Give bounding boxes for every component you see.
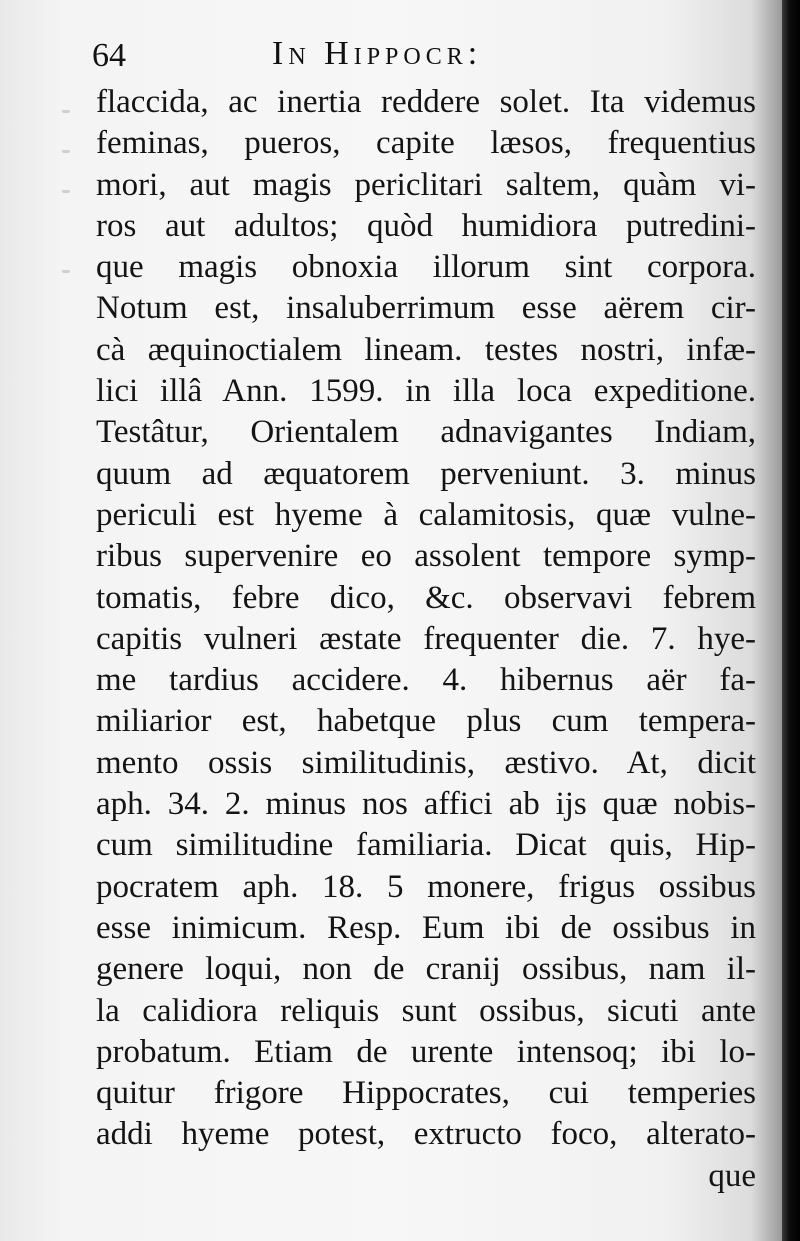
text-line: addi hyeme potest, extructo foco, alterato- <box>96 1116 756 1153</box>
text-line: esse inimicum. Resp. Eum ibi de ossibus in <box>96 909 756 946</box>
text-line: genere loqui, non de cranij ossibus, nam il- <box>96 951 756 988</box>
page-header <box>92 30 692 86</box>
page-number: 64 <box>92 37 126 74</box>
text-line: Testâtur, Orientalem adnavigantes Indiam, <box>96 414 756 451</box>
margin-mark <box>62 110 70 113</box>
margin-mark <box>62 150 70 153</box>
text-line: ros aut adultos; quòd humidiora putredini- <box>96 207 756 244</box>
text-line: tomatis, febre dico, &c. observavi febrem <box>96 579 756 616</box>
text-line: feminas, pueros, capite læsos, frequentius <box>96 125 756 162</box>
text-line: lici illâ Ann. 1599. in illa loca expeditione. <box>96 373 756 410</box>
text-line: cum similitudine familiaria. Dicat quis, Hip- <box>96 827 756 864</box>
text-line: probatum. Etiam de urente intensoq; ibi lo- <box>96 1033 756 1070</box>
text-line: Notum est, insaluberrimum esse aërem cir- <box>96 290 756 327</box>
text-line: quitur frigore Hippocrates, cui temperies <box>96 1075 756 1112</box>
margin-mark <box>62 270 70 273</box>
text-line: pocratem aph. 18. 5 monere, frigus ossibus <box>96 868 756 905</box>
text-line: quum ad æquatorem perveniunt. 3. minus <box>96 455 756 492</box>
text-line: mori, aut magis periclitari saltem, quàm vi- <box>96 166 756 203</box>
text-line: capitis vulneri æstate frequenter die. 7. hye- <box>96 620 756 657</box>
text-line: periculi est hyeme à calamitosis, quæ vulne- <box>96 496 756 533</box>
text-line: ribus supervenire eo assolent tempore symp- <box>96 538 756 575</box>
text-line: me tardius accidere. 4. hibernus aër fa- <box>96 662 756 699</box>
margin-mark <box>62 190 70 193</box>
text-line: flaccida, ac inertia reddere solet. Ita videmus <box>96 84 756 120</box>
text-line: la calidiora reliquis sunt ossibus, sicuti ante <box>96 992 756 1029</box>
show-through-marks <box>62 90 92 1090</box>
text-line: miliarior est, habetque plus cum tempera- <box>96 703 756 740</box>
text-line: aph. 34. 2. minus nos affici ab ijs quæ nobis- <box>96 786 756 823</box>
running-head: In Hippocr: <box>272 35 483 72</box>
page-edge-shadow <box>782 0 800 1241</box>
text-line: cà æquinoctialem lineam. testes nostri, infæ- <box>96 331 756 368</box>
text-line: que magis obnoxia illorum sint corpora. <box>96 249 756 286</box>
body-text <box>96 82 756 1197</box>
catchword: que <box>708 1157 756 1194</box>
text-line: mento ossis similitudinis, æstivo. At, dicit <box>96 744 756 781</box>
